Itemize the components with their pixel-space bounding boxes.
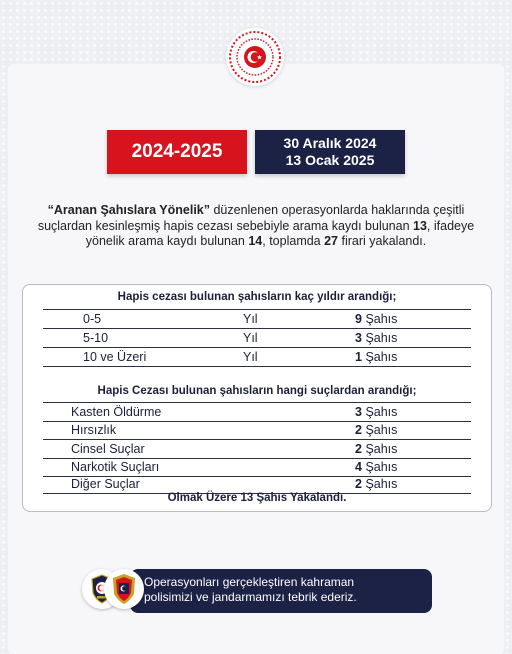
crime-row <box>43 440 471 459</box>
crime-count-suffix: Şahıs <box>365 423 398 437</box>
crime-count-value: 4 <box>355 460 362 474</box>
crime-count-suffix: Şahıs <box>365 405 398 419</box>
crime-count-suffix: Şahıs <box>365 442 398 456</box>
crime-name: Diğer Suçlar <box>71 477 140 491</box>
crime-count <box>355 440 397 458</box>
years-count-value: 9 <box>355 312 362 326</box>
intro-text: düzenlenen operasyonlarda haklarında çeşitli suçlardan kesinleşmiş hapis cezası sebebiyle arama kaydı bulunan <box>37 203 465 233</box>
statistics-card <box>22 284 492 512</box>
date-end: 13 Ocak 2025 <box>285 152 375 168</box>
congratulations-banner <box>130 569 432 613</box>
intro-text: firari yakalandı. <box>338 234 427 248</box>
years-count-suffix: Şahıs <box>365 331 398 345</box>
intro-count-2: 14 <box>248 234 263 248</box>
years-count-suffix: Şahıs <box>365 312 398 326</box>
years-count <box>355 329 397 347</box>
crime-count-suffix: Şahıs <box>365 477 398 491</box>
banner-line-1: Operasyonları gerçekleştiren kahraman <box>144 575 355 589</box>
years-count <box>355 348 397 366</box>
crime-name: Cinsel Suçlar <box>71 442 145 456</box>
gendarmerie-badge-icon <box>104 569 144 609</box>
years-range: 5-10 <box>83 331 109 345</box>
years-unit: Yıl <box>243 350 258 364</box>
date-start: 30 Aralık 2024 <box>283 135 377 151</box>
year-range-box: 2024-2025 <box>107 130 247 174</box>
crimes-table-heading: Hapis Cezası bulunan şahısların hangi suçlardan arandığı; <box>97 385 417 397</box>
years-row <box>43 348 471 367</box>
years-count-value: 3 <box>355 331 362 345</box>
total-summary: Olmak Üzere 13 Şahıs Yakalandı. <box>167 492 347 504</box>
years-count-value: 1 <box>355 350 362 364</box>
years-unit: Yıl <box>243 312 258 326</box>
intro-count-3: 27 <box>324 234 339 248</box>
years-range: 10 ve Üzeri <box>83 350 147 364</box>
crime-row <box>43 421 471 440</box>
years-row <box>43 309 471 329</box>
years-table-heading: Hapis cezası bulunan şahısların kaç yıldır arandığı; <box>117 291 397 303</box>
banner-line-2: polisimizi ve jandarmamızı tebrik ederiz. <box>144 590 357 604</box>
intro-paragraph <box>30 203 482 250</box>
years-unit: Yıl <box>243 331 258 345</box>
crime-count <box>355 421 397 439</box>
crime-name: Kasten Öldürme <box>71 405 162 419</box>
crime-count-suffix: Şahıs <box>365 460 398 474</box>
crime-count <box>355 403 397 421</box>
crime-count-value: 2 <box>355 423 362 437</box>
crime-name: Hırsızlık <box>71 423 117 437</box>
crime-name: Narkotik Suçları <box>71 460 160 474</box>
intro-text: , ifadeye yönelik arama kaydı bulunan <box>85 218 475 248</box>
crime-count-value: 2 <box>355 477 362 491</box>
crime-count <box>355 458 397 476</box>
crime-count-value: 3 <box>355 405 362 419</box>
intro-text: , toplamda <box>262 234 325 248</box>
crime-count <box>355 475 397 493</box>
intro-quoted: “Aranan Şahıslara Yönelik” <box>47 203 210 217</box>
years-range: 0-5 <box>83 312 102 326</box>
years-count-suffix: Şahıs <box>365 350 398 364</box>
ministry-emblem-icon <box>226 28 284 86</box>
intro-count-1: 13 <box>413 218 427 233</box>
crime-row <box>43 402 471 422</box>
date-range-box <box>255 130 405 174</box>
years-row <box>43 329 471 348</box>
years-count <box>355 310 397 328</box>
crime-count-value: 2 <box>355 442 362 456</box>
